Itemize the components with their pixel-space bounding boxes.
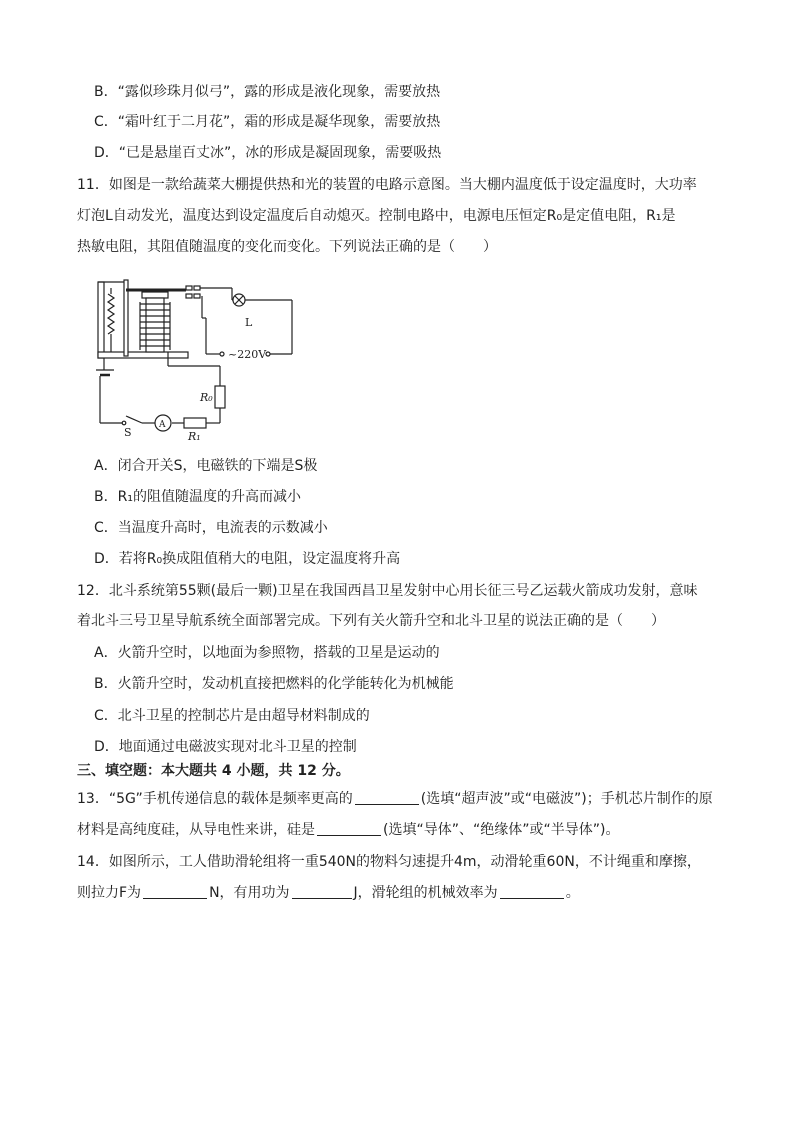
q11-option-a: A．闭合开关S，电磁铁的下端是S极 [94, 458, 318, 474]
q14-blank-work[interactable] [292, 884, 352, 899]
q13-blank-2[interactable] [317, 821, 381, 836]
label-r0: R₀ [200, 391, 213, 404]
q12-stem-line2: 着北斗三号卫星导航系统全面部署完成。下列有关火箭升空和北斗卫星的说法正确的是（ ） [77, 613, 665, 629]
q10-option-d: D．“已是悬崖百丈冰”，冰的形成是凝固现象，需要吸热 [94, 145, 442, 161]
q13-line2 [77, 820, 619, 840]
q13-text-b: (选填“超声波”或“电磁波”)；手机芯片制作的原 [420, 791, 713, 807]
q13-text-d: (选填“导体”、“绝缘体”或“半导体”)。 [383, 822, 620, 838]
q12-option-a: A．火箭升空时，以地面为参照物，搭载的卫星是运动的 [94, 645, 440, 661]
q14-blank-force[interactable] [143, 884, 207, 899]
q12-stem-line1: 12．北斗系统第55颗(最后一颗)卫星在我国西昌卫星发射中心用长征三号乙运载火箭成功发射，意味 [77, 583, 698, 599]
label-switch: S [124, 426, 132, 439]
q12-option-b: B．火箭升空时，发动机直接把燃料的化学能转化为机械能 [94, 676, 454, 692]
q10-option-b: B．“露似珍珠月似弓”，露的形成是液化现象，需要放热 [94, 84, 441, 100]
q12-option-d: D．地面通过电磁波实现对北斗卫星的控制 [94, 739, 357, 755]
q11-stem-line3: 热敏电阻，其阻值随温度的变化而变化。下列说法正确的是（ ） [77, 239, 497, 255]
q14-line2 [77, 883, 580, 903]
q14-blank-efficiency[interactable] [500, 884, 564, 899]
q13-text-a: 13．“5G”手机传递信息的载体是频率更高的 [77, 791, 353, 807]
q11-option-d: D．若将R₀换成阻值稍大的电阻，设定温度将升高 [94, 551, 401, 567]
q13-text-c: 材料是高纯度硅，从导电性来讲，硅是 [77, 822, 315, 838]
q12-option-c: C．北斗卫星的控制芯片是由超导材料制成的 [94, 708, 370, 724]
label-lamp: L [245, 316, 253, 329]
label-r1: R₁ [188, 430, 201, 443]
q11-stem-line1: 11．如图是一款给蔬菜大棚提供热和光的装置的电路示意图。当大棚内温度低于设定温度时，大功率 [77, 177, 697, 193]
label-supply: ~220V [228, 348, 267, 361]
q14-text-b: N，有用功为 [209, 885, 290, 901]
q14-text-a: 则拉力F为 [77, 885, 142, 901]
q14-line1: 14．如图所示，工人借助滑轮组将一重540N的物料匀速提升4m，动滑轮重60N，不计绳重和摩擦， [77, 854, 701, 870]
q11-stem-line2: 灯泡L自动发光，温度达到设定温度后自动熄灭。控制电路中，电源电压恒定R₀是定值电阻，R₁是 [77, 208, 676, 224]
label-ammeter: A [159, 420, 166, 430]
q11-option-c: C．当温度升高时，电流表的示数减小 [94, 520, 328, 536]
q13-blank-1[interactable] [355, 790, 419, 805]
q14-text-d: 。 [565, 885, 580, 901]
q13-line1 [77, 789, 713, 809]
q11-circuit-diagram [94, 278, 304, 446]
section-title: 三、填空题：本大题共 4 小题，共 12 分。 [77, 763, 350, 779]
q10-option-c: C．“霜叶红于二月花”，霜的形成是凝华现象，需要放热 [94, 114, 441, 130]
q11-option-b: B．R₁的阻值随温度的升高而减小 [94, 489, 301, 505]
q14-text-c: J，滑轮组的机械效率为 [353, 885, 498, 901]
